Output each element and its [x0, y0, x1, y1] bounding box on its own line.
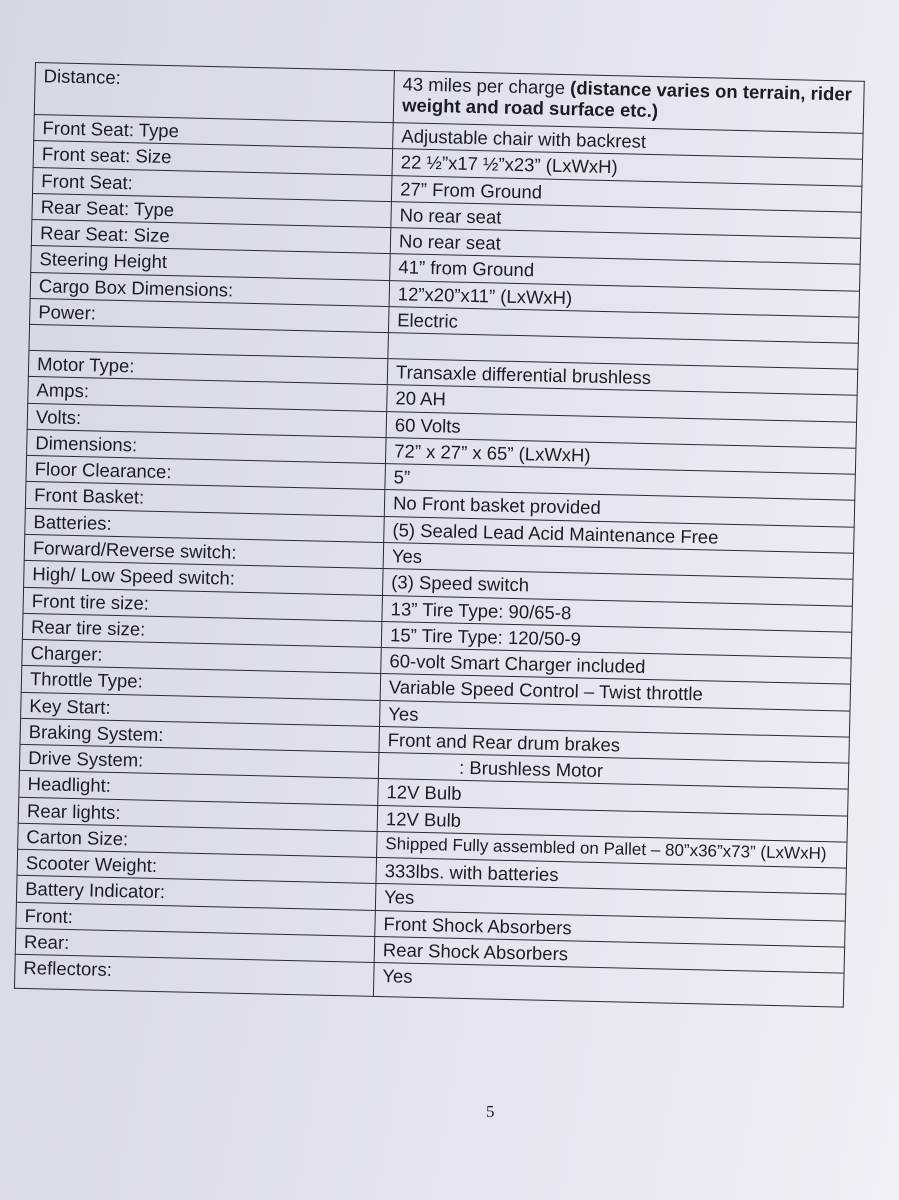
- spec-label: High/ Low Speed switch:: [24, 561, 384, 595]
- spec-value: (5) Sealed Lead Acid Maintenance Free: [384, 516, 854, 553]
- spec-value: Yes: [380, 700, 850, 737]
- spec-value: Electric: [388, 306, 858, 343]
- spec-value: 22 ½”x17 ½”x23” (LxWxH): [392, 149, 862, 186]
- spec-value: Rear Shock Absorbers: [374, 936, 844, 973]
- spec-label: Steering Height: [31, 246, 391, 280]
- spec-label: Rear:: [15, 928, 375, 962]
- spec-value: Front and Rear drum brakes: [379, 726, 849, 763]
- spec-label: Headlight:: [19, 771, 379, 805]
- spec-label: Amps:: [28, 377, 388, 411]
- spec-value: Shipped Fully assembled on Pallet – 80”x36”x73” (LxWxH): [377, 831, 847, 868]
- spec-label: Front seat: Size: [33, 141, 393, 175]
- spec-value: 5”: [385, 464, 855, 501]
- spec-value: 60 Volts: [386, 411, 856, 448]
- spec-label: Dimensions:: [27, 429, 387, 463]
- spec-label: Cargo Box Dimensions:: [30, 272, 390, 306]
- spec-label: Throttle Type:: [21, 666, 381, 700]
- spec-sheet: [14, 62, 865, 1008]
- spec-value: 12”x20”x11” (LxWxH): [389, 280, 859, 317]
- spec-label: Distance:: [34, 63, 394, 123]
- spec-value: Yes: [375, 884, 845, 921]
- spec-label: Braking System:: [20, 718, 380, 752]
- spec-value: 41” from Ground: [390, 254, 860, 291]
- spec-label: Floor Clearance:: [26, 456, 386, 490]
- spec-value: 13” Tire Type: 90/65-8: [382, 595, 852, 632]
- spec-label: Drive System:: [19, 744, 379, 778]
- spec-label: Rear lights:: [18, 797, 378, 831]
- spec-value: No Front basket provided: [384, 490, 854, 527]
- spec-value: Yes: [373, 963, 844, 1008]
- spec-label: Front Seat:: [33, 167, 393, 201]
- spec-label: Batteries:: [25, 508, 385, 542]
- spec-label: Key Start:: [21, 692, 381, 726]
- spec-value: (3) Speed switch: [382, 569, 852, 606]
- spec-value: 15” Tire Type: 120/50-9: [381, 621, 851, 658]
- spec-label: Scooter Weight:: [17, 849, 377, 883]
- spec-value: : Brushless Motor: [378, 753, 848, 790]
- spec-value: Adjustable chair with backrest: [393, 123, 863, 160]
- spec-label: Front Basket:: [25, 482, 385, 516]
- spec-value: 27” From Ground: [391, 175, 861, 212]
- spec-label: Rear Seat: Type: [32, 193, 392, 227]
- spec-value: 333lbs. with batteries: [376, 858, 846, 895]
- spec-value: Variable Speed Control – Twist throttle: [380, 674, 850, 711]
- spec-value: 12V Bulb: [378, 779, 848, 816]
- spec-value: 12V Bulb: [377, 805, 847, 842]
- spec-label: Forward/Reverse switch:: [24, 534, 384, 568]
- spec-label: Motor Type:: [28, 351, 388, 385]
- spec-label: Front Seat: Type: [34, 114, 394, 148]
- spec-value: 60-volt Smart Charger included: [381, 648, 851, 685]
- spec-label: Front:: [16, 902, 376, 936]
- spec-value: Transaxle differential brushless: [387, 359, 857, 396]
- spec-label: Rear Seat: Size: [31, 220, 391, 254]
- spec-label: Front tire size:: [23, 587, 383, 621]
- spec-label: Rear tire size:: [22, 613, 382, 647]
- spec-value: 20 AH: [387, 385, 857, 422]
- spec-label: Battery Indicator:: [16, 876, 376, 910]
- spec-value-text: 43 miles per charge: [402, 73, 566, 99]
- spec-label: Power:: [30, 298, 390, 332]
- spec-label: Carton Size:: [18, 823, 378, 857]
- spec-value: Yes: [383, 543, 853, 580]
- spec-value: 72” x 27” x 65” (LxWxH): [385, 437, 855, 474]
- spec-label: Volts:: [27, 403, 387, 437]
- spec-table: [14, 62, 865, 1008]
- spec-value: No rear seat: [390, 228, 860, 265]
- spec-value: Front Shock Absorbers: [375, 910, 845, 947]
- spec-label: Charger:: [22, 639, 382, 673]
- page-number: 5: [486, 1102, 495, 1121]
- spec-value: No rear seat: [391, 201, 861, 238]
- spec-label: Reflectors:: [14, 955, 374, 997]
- spec-value-note: (distance varies on terrain, rider weight and road surface etc.): [401, 77, 853, 122]
